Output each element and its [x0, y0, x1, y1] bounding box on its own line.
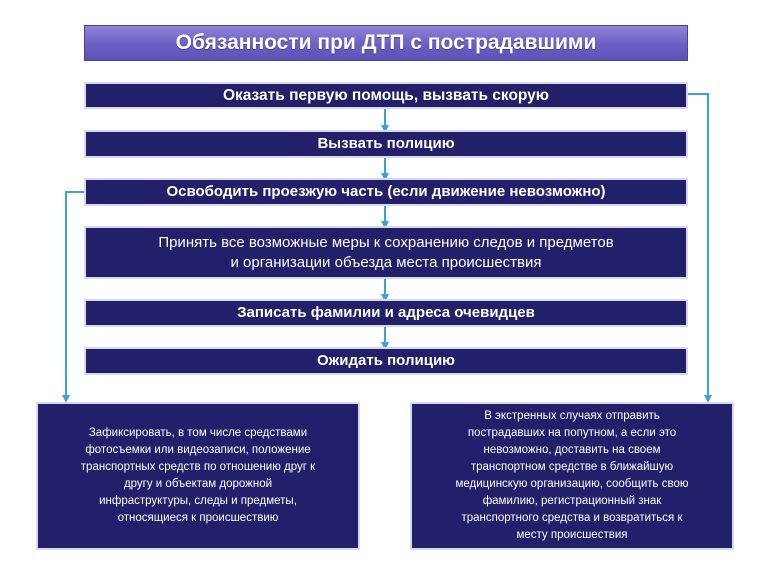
step-preserve-traces [84, 226, 688, 279]
step-clear-road-text: Освободить проезжую часть (если движение невозможно) [166, 183, 606, 200]
step-first-aid-text: Оказать первую помощь, вызвать скорую [222, 86, 550, 104]
side-right-line-8: месту происшествия [516, 529, 628, 541]
side-box-transport-victims [410, 402, 734, 550]
side-right-line-2: пострадавших на попутном, а если это [467, 427, 677, 439]
step-first-aid [84, 82, 688, 109]
side-left-line-4: другу и объектам дорожной [123, 478, 273, 490]
step-call-police-text: Вызвать полицию [317, 135, 455, 152]
side-left-line-5: инфраструктуры, следы и предметы, [99, 495, 297, 507]
step-clear-road [84, 178, 688, 206]
side-right-line-4: транспортном средстве в ближайшую [470, 461, 674, 473]
side-left-line-1: Зафиксировать, в том числе средствами [88, 427, 308, 439]
step-record-witnesses-text: Записать фамилии и адреса очевидцев [237, 304, 535, 321]
step-wait-police-text: Ожидать полицию [317, 352, 455, 369]
step-wait-police [84, 347, 688, 375]
side-right-line-1: В экстренных случаях отправить [484, 410, 660, 422]
side-right-line-7: транспортного средства и возвратиться к [461, 512, 683, 524]
side-box-document-scene [36, 402, 360, 550]
side-right-line-5: медицинскую организацию, сообщить свою [455, 478, 689, 490]
step-call-police [84, 130, 688, 158]
arrow-step3-left-box [66, 192, 84, 399]
side-right-line-6: фамилию, регистрационный знак [482, 495, 662, 507]
side-left-line-2: фотосъемки или видеозаписи, положение [85, 444, 311, 456]
diagram-title: Обязанности при ДТП с пострадавшими [84, 25, 688, 61]
side-left-line-3: транспортных средств по отношению друг к [80, 461, 316, 473]
side-right-line-3: невозможно, доставить на своем [483, 444, 661, 456]
step-preserve-traces-line-1: Принять все возможные меры к сохранению следов и предметов [158, 233, 614, 251]
side-left-line-6: относящиеся к происшествию [117, 512, 279, 524]
arrow-step1-right-box [688, 94, 708, 399]
step-record-witnesses [84, 299, 688, 327]
step-preserve-traces-line-2: и организации объезда места происшествия [230, 253, 542, 271]
